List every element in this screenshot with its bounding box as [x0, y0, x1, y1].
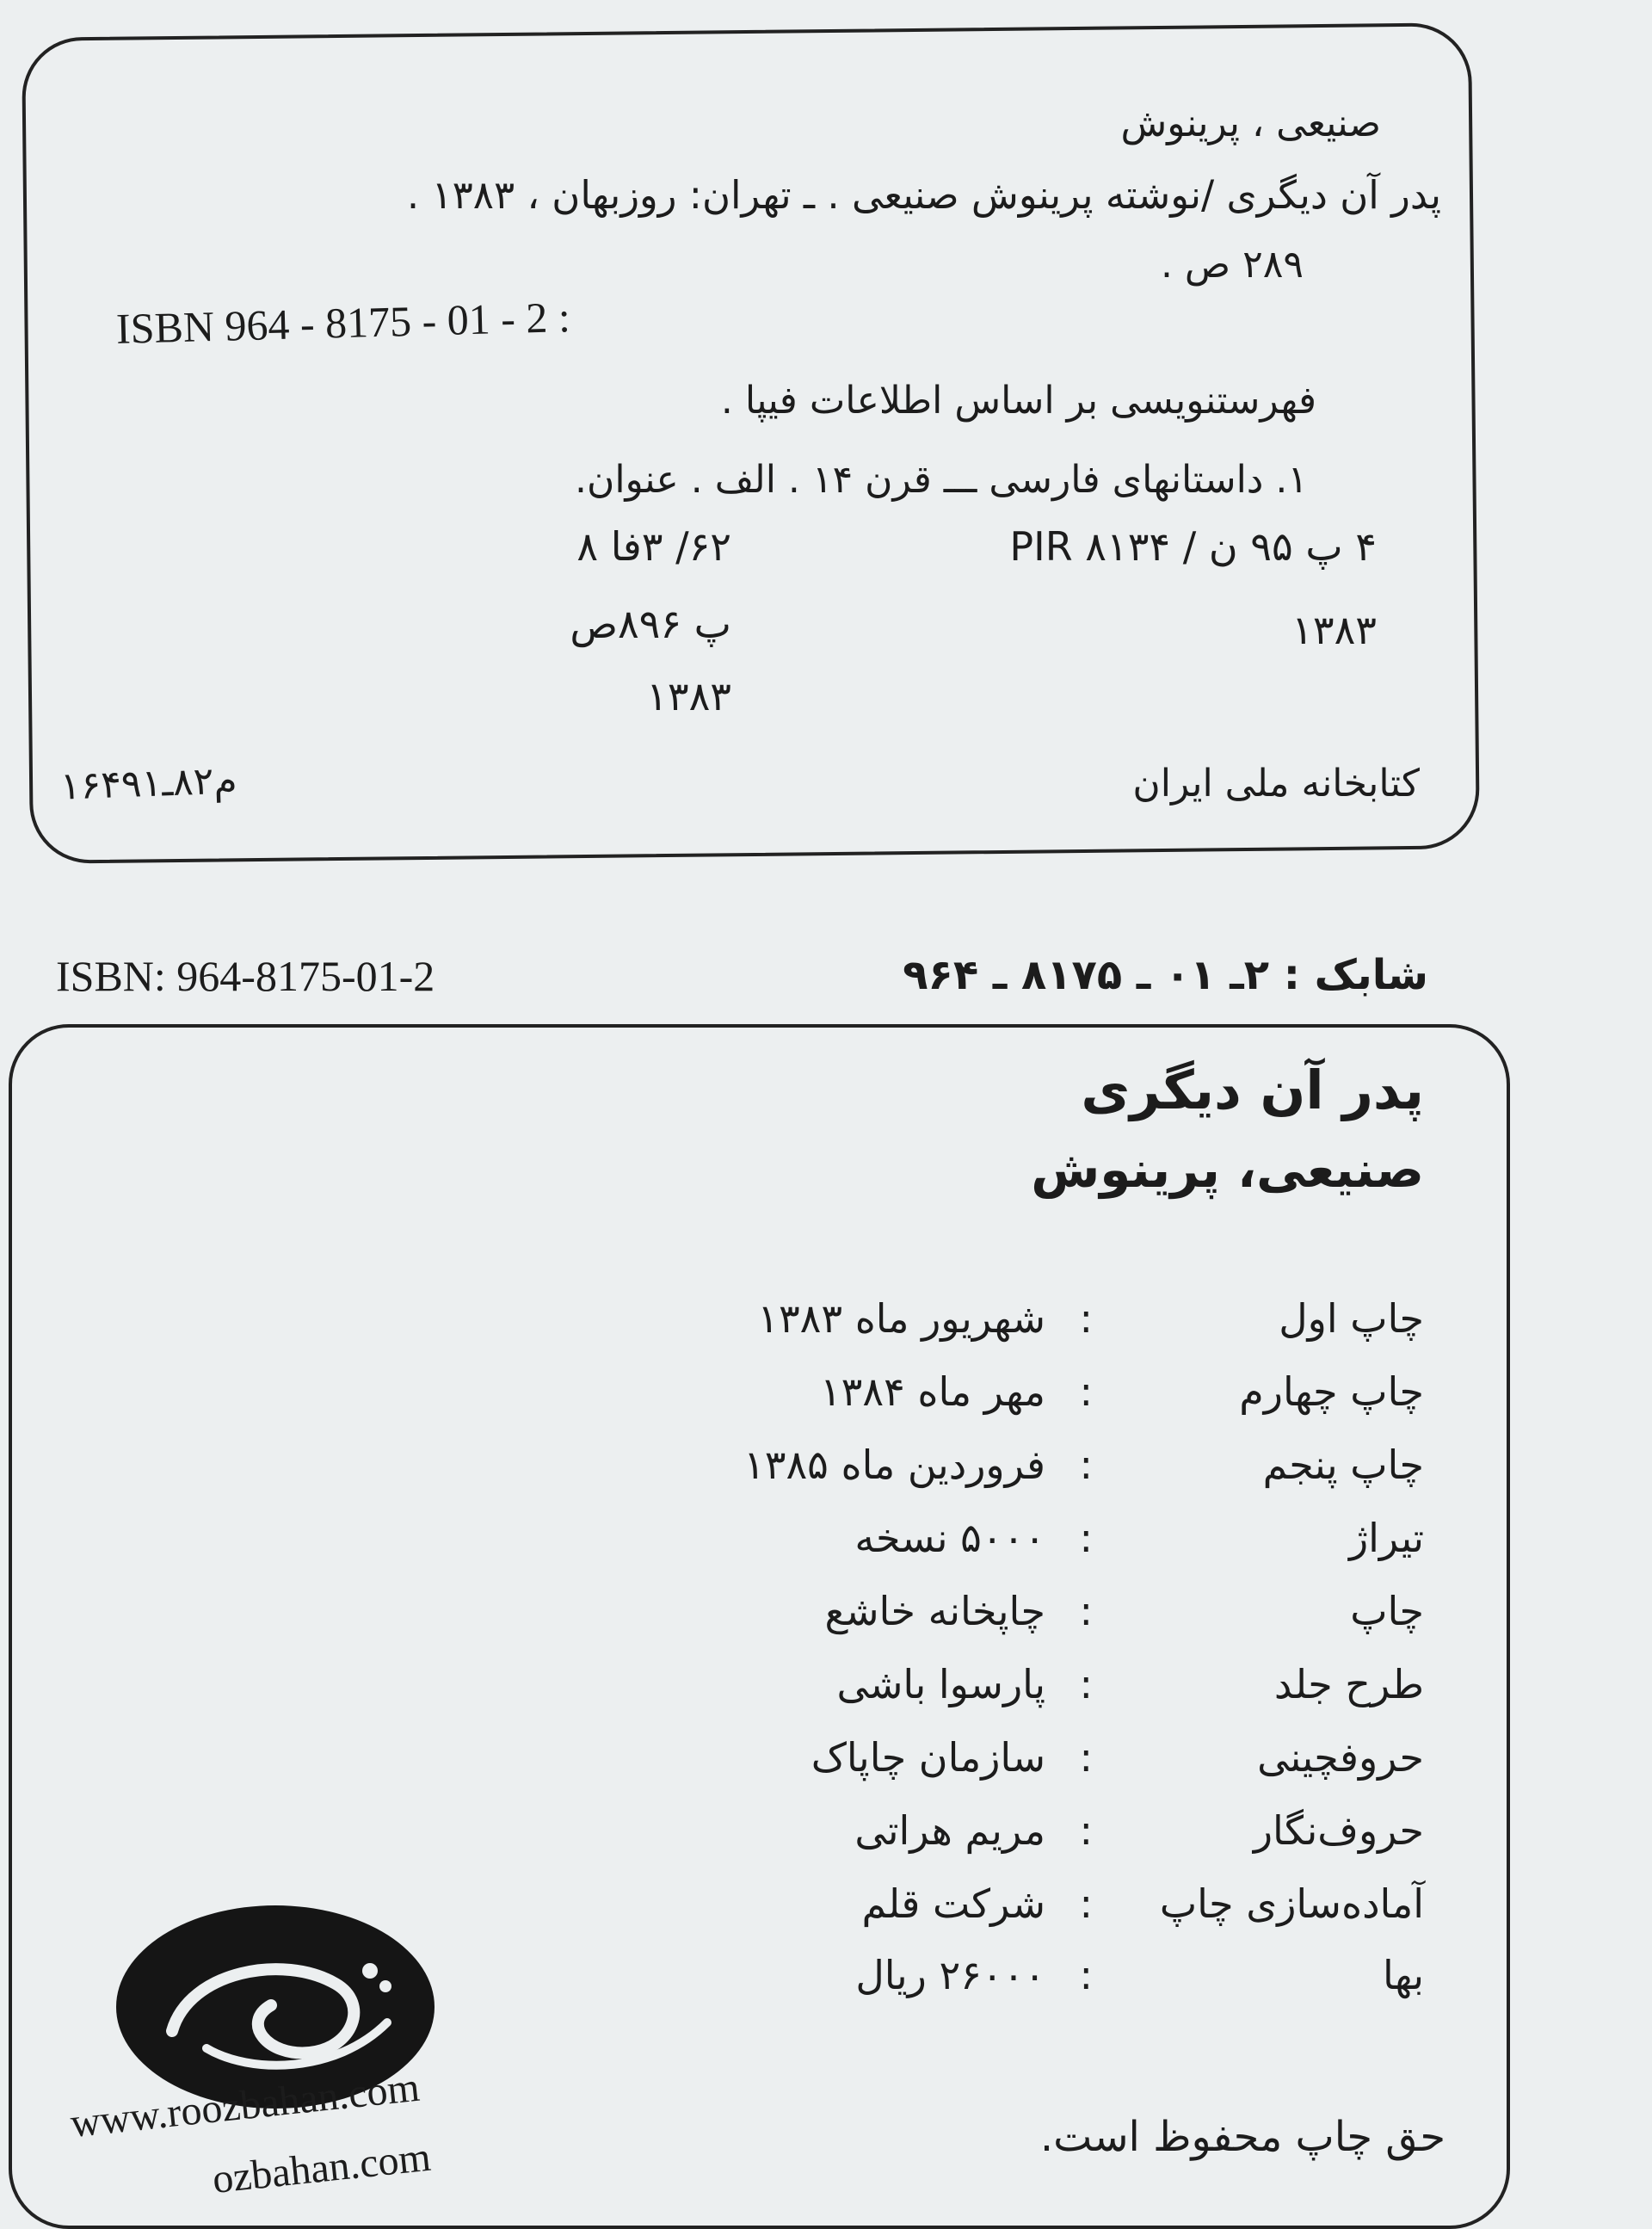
credit-separator: : — [1079, 1588, 1093, 1634]
credit-row — [391, 1661, 1424, 1721]
credit-row — [391, 1588, 1424, 1648]
credit-value: ۲۶۰۰۰ ریال — [855, 1952, 1045, 1998]
cip-record-number: م۸۲ـ۱۶۴۹۱ — [59, 758, 238, 809]
credit-value: ۵۰۰۰ نسخه — [854, 1515, 1045, 1561]
cip-lc-call-number: ۴ پ ۹۵ ن / PIR ۸۱۳۴ — [1009, 523, 1377, 570]
cip-dewey-number: ۶۲/ ۳فا ۸ — [576, 523, 731, 570]
credit-value: مریم هراتی — [854, 1807, 1045, 1854]
credit-value: شرکت قلم — [861, 1880, 1045, 1927]
credit-separator: : — [1079, 1295, 1093, 1342]
cip-title-statement: پدر آن دیگری /نوشته پرینوش صنیعی . ـ تهران: روزبهان ، ۱۳۸۳ . — [406, 172, 1441, 218]
cip-pages: ۲۸۹ ص . — [1160, 243, 1304, 287]
credit-row — [391, 1368, 1424, 1429]
credit-row — [391, 1515, 1424, 1575]
cip-isbn: ISBN 964 - 8175 - 01 - 2 : — [115, 293, 571, 353]
isbn-latin: ISBN: 964-8175-01-2 — [56, 952, 435, 1000]
credit-value: فروردین ماه ۱۳۸۵ — [743, 1442, 1045, 1488]
copyright-notice: حق چاپ محفوظ است. — [1039, 2113, 1446, 2161]
credit-separator: : — [1079, 1515, 1093, 1561]
credit-row — [391, 1807, 1424, 1868]
cip-lc-year: ۱۳۸۳ — [1291, 607, 1377, 653]
website-url[interactable]: www.roozbahan.com — [68, 2064, 422, 2147]
credit-row — [391, 1295, 1424, 1355]
cip-dewey-year: ۱۳۸۳ — [646, 673, 731, 719]
cip-dewey-cutter: پ ۸۹۶ص — [570, 601, 731, 647]
credit-label: حروف‌نگار — [1253, 1807, 1424, 1854]
cip-author-heading: صنیعی ، پرینوش — [1120, 102, 1381, 145]
credit-row — [391, 1880, 1424, 1941]
credit-value: چاپخانه خاشع — [824, 1588, 1045, 1634]
credit-label: حروفچینی — [1257, 1734, 1424, 1781]
cip-library: کتابخانه ملی ایران — [1132, 762, 1420, 806]
book-title: پدر آن دیگری — [1081, 1059, 1424, 1121]
isbn-persian: شابک : ۲ـ ۰۱ ـ ۸۱۷۵ ـ ۹۶۴ — [903, 951, 1428, 999]
credit-label: بها — [1382, 1952, 1424, 1998]
credit-separator: : — [1079, 1952, 1093, 1998]
credit-row — [391, 1952, 1424, 2012]
credit-value: پارسوا باشی — [836, 1661, 1045, 1707]
credit-label: چاپ اول — [1279, 1295, 1424, 1342]
book-author: صنیعی، پرینوش — [1031, 1140, 1424, 1199]
cip-subject: ۱. داستانهای فارسی ـــ قرن ۱۴ . الف . عنوان. — [575, 458, 1308, 502]
credit-separator: : — [1079, 1807, 1093, 1854]
credit-label: چاپ — [1350, 1588, 1424, 1634]
credit-row — [391, 1442, 1424, 1502]
credit-separator: : — [1079, 1880, 1093, 1927]
credit-separator: : — [1079, 1442, 1093, 1488]
credit-label: طرح جلد — [1273, 1661, 1424, 1707]
cataloging-box — [22, 22, 1480, 864]
credit-label: آماده‌سازی چاپ — [1159, 1880, 1424, 1927]
credit-separator: : — [1079, 1368, 1093, 1415]
credit-value: سازمان چاپاک — [811, 1734, 1045, 1781]
credit-separator: : — [1079, 1661, 1093, 1707]
credit-separator: : — [1079, 1734, 1093, 1781]
credit-label: چاپ چهارم — [1239, 1368, 1424, 1415]
credit-label: تیراژ — [1348, 1515, 1424, 1561]
credit-row — [391, 1734, 1424, 1794]
credit-label: چاپ پنجم — [1262, 1442, 1424, 1488]
credit-value: شهریور ماه ۱۳۸۳ — [757, 1295, 1045, 1342]
credit-value: مهر ماه ۱۳۸۴ — [819, 1368, 1045, 1415]
cip-cataloging-note: فهرستنویسی بر اساس اطلاعات فیپا . — [720, 379, 1316, 423]
website-url-secondary[interactable]: ozbahan.com — [210, 2133, 434, 2203]
